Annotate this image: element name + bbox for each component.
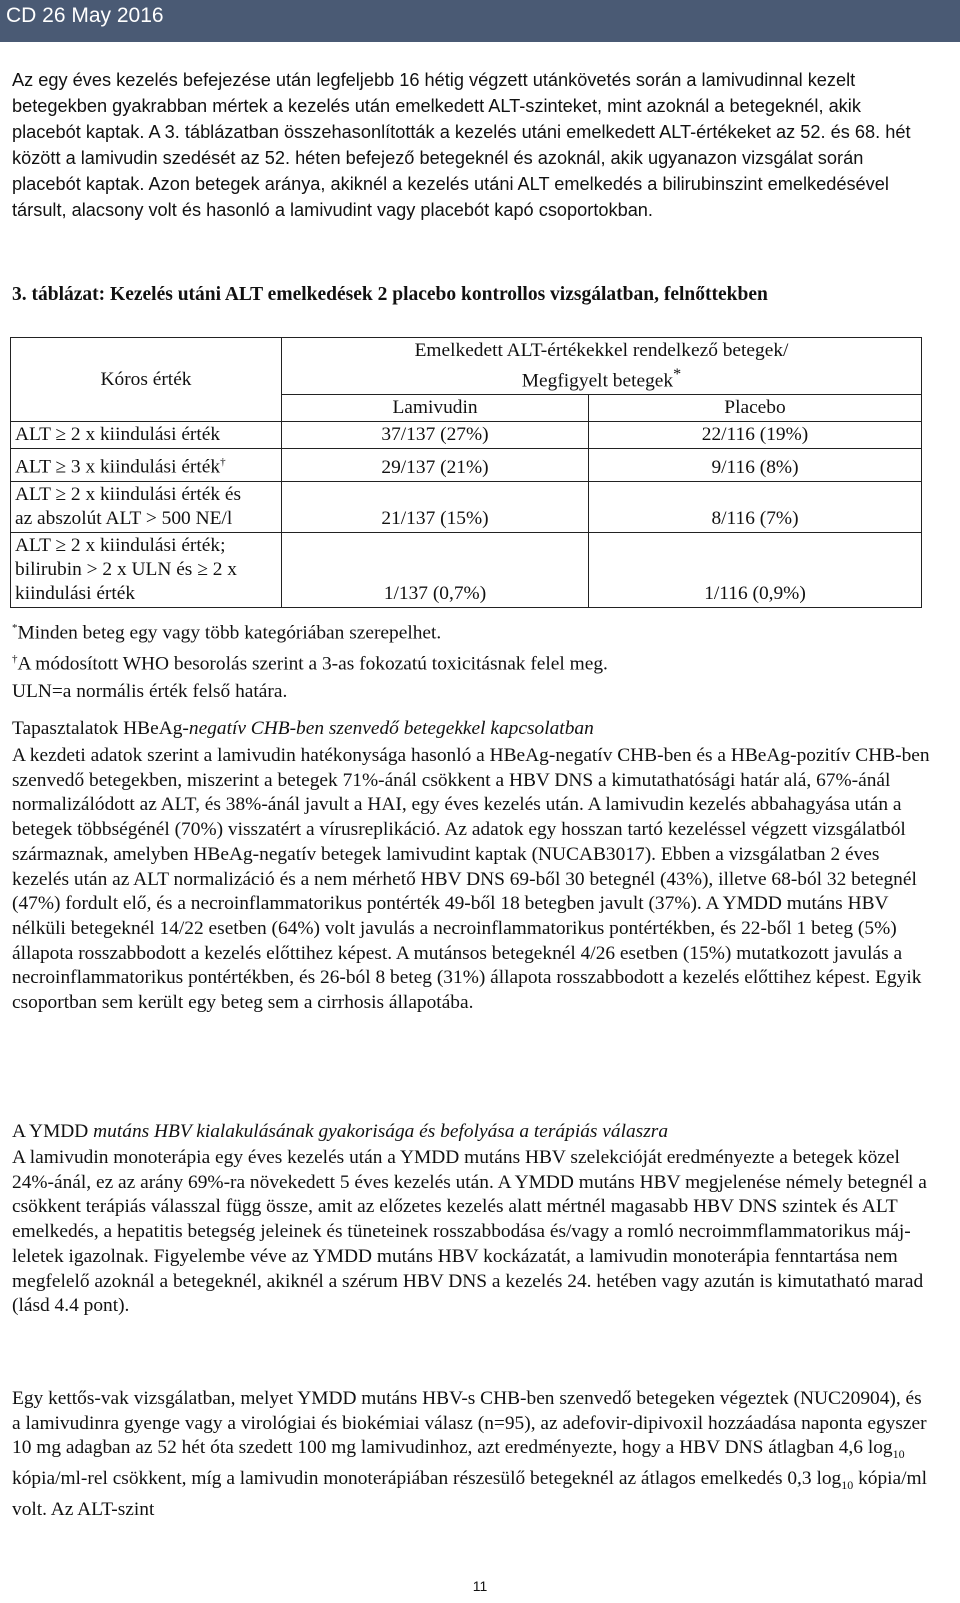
row-label-line: ALT ≥ 2 x kiindulási érték bbox=[15, 424, 221, 446]
section3-part1: Egy kettős-vak vizsgálatban, melyet YMDD mutáns HBV-s CHB-ben szenvedő betegeken végeztek (NUC20904), és a lamivudinra gyenge vagy a virológiai és biokémiai válasz (n=95), az adefovir-dipivoxil hozzáadása naponta egyszer 10 mg adagban az 52 hét óta szedett 100 mg lamivudinhoz, azt eredményezte, hogy a HBV DNS átlagban 4,6 log bbox=[12, 1388, 927, 1459]
cell-lamivudin: 29/137 (21%) bbox=[282, 449, 589, 481]
row-label bbox=[11, 449, 282, 481]
section3-body bbox=[12, 1387, 930, 1522]
header-group bbox=[282, 338, 922, 395]
section1-heading-plain: Tapasztalatok HBeAg- bbox=[12, 718, 189, 739]
footnote-1 bbox=[12, 615, 608, 646]
table-header-row bbox=[11, 338, 922, 395]
table-row bbox=[11, 481, 922, 532]
table-caption: 3. táblázat: Kezelés utáni ALT emelkedések 2 placebo kontrollos vizsgálatban, felnőttekben bbox=[12, 284, 768, 305]
table-row bbox=[11, 422, 922, 449]
intro-paragraph: Az egy éves kezelés befejezése után legfeljebb 16 hétig végzett utánkövetés során a lamivudinnal kezelt betegekben gyakrabban mértek a kezelés után emelkedett ALT-szinteket, mint azoknál a betegeknél, akik placebót kaptak. A 3. táblázatban összehasonlították a kezelés utáni emelkedett ALT-értékeket az 52. és 68. hét között a lamivudin szedését az 52. héten befejező betegeknél és azoknál, akik ugyanazon vizsgálat során placebót kaptak. Azon betegek aránya, akiknél a kezelés utáni ALT emelkedés a bilirubinszint emelkedésével társult, alacsony volt és hasonló a lamivudint vagy placebót kapó csoportokban. bbox=[12, 70, 911, 220]
row-label bbox=[11, 422, 282, 449]
section2-heading bbox=[12, 1121, 668, 1143]
section3-part3: kópia/ml volt. Az ALT-szint bbox=[12, 1467, 928, 1520]
footnote-2-text: A módosított WHO besorolás szerint a 3-as fokozatú toxicitásnak felel meg. bbox=[17, 653, 608, 675]
header-placebo: Placebo bbox=[589, 395, 922, 422]
cell-lamivudin: 37/137 (27%) bbox=[282, 422, 589, 449]
header-label: CD 26 May 2016 bbox=[6, 4, 164, 27]
footnote-3: ULN=a normális érték felső határa. bbox=[12, 680, 288, 702]
table-row bbox=[11, 449, 922, 481]
section3-part2: kópia/ml-rel csökkent, míg a lamivudin monoterápiában részesülő betegeknél az átlagos emelkedés 0,3 log bbox=[12, 1467, 842, 1489]
section1-heading-italic: negatív CHB-ben szenvedő betegekkel kapcsolatban bbox=[188, 718, 594, 739]
page-header-bar bbox=[0, 0, 960, 42]
section1-heading bbox=[12, 718, 594, 740]
cell-placebo: 8/116 (7%) bbox=[589, 481, 922, 532]
alt-elevation-table bbox=[10, 337, 922, 608]
row-label-mark: † bbox=[220, 456, 226, 469]
section3-sub2: 10 bbox=[841, 1477, 854, 1492]
section3-sub1: 10 bbox=[892, 1447, 905, 1462]
page-number: 11 bbox=[472, 1578, 488, 1594]
header-abnormal-value bbox=[11, 338, 282, 422]
table-footnotes bbox=[12, 615, 608, 705]
header-lamivudin: Lamivudin bbox=[282, 395, 589, 422]
section2-heading-italic: mutáns HBV kialakulásának gyakorisága és befolyása a terápiás válaszra bbox=[93, 1121, 669, 1142]
row-label-line: ALT ≥ 3 x kiindulási érték bbox=[15, 456, 221, 478]
row-label bbox=[11, 532, 282, 607]
table-body bbox=[11, 422, 922, 607]
table-row bbox=[11, 532, 922, 607]
footnote-2 bbox=[12, 646, 608, 677]
footnote-1-mark: * bbox=[12, 622, 18, 634]
cell-lamivudin: 1/137 (0,7%) bbox=[282, 532, 589, 607]
header-group-line2: Megfigyelt betegek bbox=[521, 370, 674, 392]
row-label-line: kiindulási érték bbox=[15, 582, 136, 604]
section2-heading-plain: A YMDD bbox=[12, 1121, 94, 1142]
footnote-2-mark: † bbox=[12, 653, 18, 666]
header-group-line1: Emelkedett ALT-értékekkel rendelkező betegek/ bbox=[414, 340, 789, 361]
cell-placebo: 9/116 (8%) bbox=[589, 449, 922, 481]
cell-placebo: 22/116 (19%) bbox=[589, 422, 922, 449]
row-label-line: ALT ≥ 2 x kiindulási érték; bbox=[15, 534, 226, 556]
header-group-mark: * bbox=[673, 366, 682, 383]
cell-lamivudin: 21/137 (15%) bbox=[282, 481, 589, 532]
row-label-line: az abszolút ALT > 500 NE/l bbox=[15, 507, 233, 529]
footnote-1-text: Minden beteg egy vagy több kategóriában szerepelhet. bbox=[17, 622, 442, 644]
row-label-line: bilirubin > 2 x ULN és ≥ 2 x bbox=[15, 558, 237, 580]
section1-body: A kezdeti adatok szerint a lamivudin hatékonysága hasonló a HBeAg-negatív CHB-ben és a HBeAg-pozitív CHB-ben szenvedő betegekben, miszerint a betegek 71%-ánál csökkent a HBV DNS a kimutathatósági határ alá, 67%-ánál normalizálódott az ALT, és 38%-ánál javult a HAI, egy éves kezelés után. A lamivudin kezelés abbahagyása után a betegek többségénél (70%) visszatért a vírusreplikáció. Az adatok egy hosszan tartó kezeléssel végzett vizsgálatból származnak, amelyben HBeAg-negatív betegek lamivudint kaptak (NUCAB3017). Ebben a vizsgálatban 2 éves kezelés után az ALT normalizáció és a nem mérhető HBV DNS 69-ből 30 betegnél (43%), illetve 68-ból 32 betegnél (47%) fordult elő, és a necroinflammatorikus pontérték 49-ből 18 betegben javult (37%). A YMDD mutáns HBV nélküli betegeknél 14/22 esetben (64%) volt javulás a necroinflammatorikus pontértékben, és 22-ből 1 beteg (5%) állapota rosszabbodott a kezelés előttihez képest. A mutánsos betegeknél 4/26 esetben (15%) mutatkozott javulás a necroinflammatorikus pontértékben, és 26-ból 8 beteg (31%) állapota rosszabbodott a kezelés előttihez képest. Egyik csoportban sem került egy beteg sem a cirrhosis állapotába. bbox=[12, 745, 930, 1014]
cell-placebo: 1/116 (0,9%) bbox=[589, 532, 922, 607]
row-label bbox=[11, 481, 282, 532]
header-abnormal-value-label: Kóros érték bbox=[100, 368, 192, 390]
section2-body: A lamivudin monoterápia egy éves kezelés után a YMDD mutáns HBV szelekcióját eredményezte a betegek közel 24%-ánál, ez az arány 69%-ra növekedett 5 éves kezelés után. A YMDD mutáns HBV megjelenése némely betegnél a csökkent terápiás válasszal függ össze, amit az előzetes kezelés alatt mértnél magasabb HBV DNS szintek és ALT emelkedés, a hepatitis betegség jeleinek és tüneteinek rosszabbodása és/vagy a romló necroimmflammatorikus máj-leletek igazolnak. Figyelembe véve az YMDD mutáns HBV kockázatát, a lamivudin monoterápia fenntartása nem megfelelő azoknál a betegeknél, akiknél a szérum HBV DNS a kezelés 24. hetében vagy azután is kimutatható marad (lásd 4.4 pont). bbox=[12, 1147, 927, 1317]
row-label-line: ALT ≥ 2 x kiindulási érték és bbox=[15, 483, 242, 505]
